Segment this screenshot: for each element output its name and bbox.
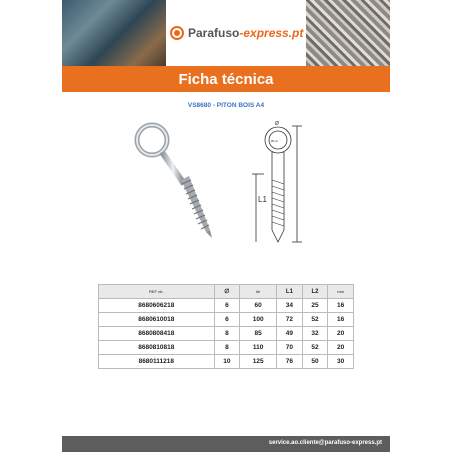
cell-ref: 8680606218 (99, 299, 215, 313)
cell-l2: 25 (302, 299, 328, 313)
cell-l1: 70 (277, 341, 303, 355)
table-header-row (99, 285, 354, 299)
table-row (99, 313, 354, 327)
drawing-eye-label: Ø (275, 121, 279, 127)
cell-mm: 16 (328, 313, 354, 327)
drawing-inner-label: ØL/A (271, 139, 278, 143)
cell-length: 60 (240, 299, 277, 313)
cell-ref: 8680810818 (99, 341, 215, 355)
cell-l1: 34 (277, 299, 303, 313)
contact-email[interactable]: service.ao.cliente@parafuso-express.pt (268, 440, 382, 446)
table-row (99, 299, 354, 313)
cell-length: 110 (240, 341, 277, 355)
cell-length: 125 (240, 355, 277, 369)
cell-length: 100 (240, 313, 277, 327)
column-header-mm: mm (328, 285, 354, 299)
brand-name: Parafuso (188, 26, 240, 40)
table-row (99, 341, 354, 355)
column-header-ref: REF nb. (99, 285, 215, 299)
cell-l2: 52 (302, 341, 328, 355)
drawing-l1-label: L1 (258, 195, 267, 204)
cell-diameter: 10 (214, 355, 240, 369)
specifications-table (98, 284, 354, 369)
brand-domain: -express.pt (239, 26, 304, 40)
eye-screw-photo (130, 120, 220, 250)
product-title: VS8680 - PITON BOIS A4 (187, 102, 265, 109)
section-title-bar (62, 66, 390, 92)
section-title: Ficha técnica (178, 70, 274, 88)
cell-ref: 8680111218 (99, 355, 215, 369)
screws-photo (306, 0, 390, 66)
cell-l2: 32 (302, 327, 328, 341)
cell-diameter: 8 (214, 341, 240, 355)
table-row (99, 327, 354, 341)
cell-mm: 20 (328, 341, 354, 355)
brand-logo-icon (170, 26, 184, 40)
footer-bar (62, 436, 390, 452)
datasheet-page (62, 0, 390, 452)
cell-l2: 50 (302, 355, 328, 369)
cell-l1: 72 (277, 313, 303, 327)
cell-mm: 30 (328, 355, 354, 369)
column-header-length: lle (240, 285, 277, 299)
column-header-l1: L1 (277, 285, 303, 299)
cell-diameter: 6 (214, 299, 240, 313)
column-header-diameter: ∅ (214, 285, 240, 299)
cell-diameter: 8 (214, 327, 240, 341)
cell-length: 85 (240, 327, 277, 341)
cell-l2: 52 (302, 313, 328, 327)
cell-mm: 20 (328, 327, 354, 341)
column-header-l2: L2 (302, 285, 328, 299)
brand-logo (170, 26, 303, 40)
cell-l1: 76 (277, 355, 303, 369)
toolbox-photo (62, 0, 166, 66)
cell-ref: 8680610018 (99, 313, 215, 327)
table-row (99, 355, 354, 369)
header-banner (62, 0, 390, 66)
technical-drawing (242, 118, 332, 248)
cell-diameter: 6 (214, 313, 240, 327)
cell-l1: 49 (277, 327, 303, 341)
cell-ref: 8680808418 (99, 327, 215, 341)
cell-mm: 16 (328, 299, 354, 313)
